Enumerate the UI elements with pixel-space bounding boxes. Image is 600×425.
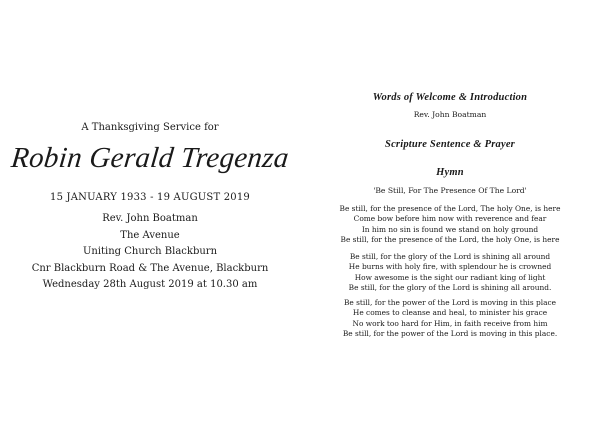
hymn-heading: Hymn — [436, 167, 464, 178]
officiant: Rev. John Boatman — [102, 213, 198, 224]
hymn-line: Be still, for the presence of the Lord, the holy One, is here — [340, 234, 560, 244]
program-panel — [300, 0, 600, 425]
welcome-heading: Words of Welcome & Introduction — [372, 92, 528, 103]
hymn-line: Be still, for the power of the Lord is moving in this place. — [342, 328, 558, 338]
hymn-verse-1 — [300, 204, 600, 245]
deceased-name: Robin Gerald Tregenza — [9, 142, 291, 174]
hymn-title: 'Be Still, For The Presence Of The Lord' — [373, 186, 527, 195]
hymn-line: Be still, for the glory of the Lord is shining all around — [349, 252, 551, 261]
service-details — [0, 211, 300, 294]
service-datetime: Wednesday 28th August 2019 at 10.30 am — [42, 279, 258, 290]
hymn-line: No work too hard for Him, in faith receive from him — [352, 318, 548, 328]
service-subtitle: A Thanksgiving Service for — [81, 122, 219, 133]
scripture-heading: Scripture Sentence & Prayer — [385, 139, 515, 150]
venue-address: Cnr Blackburn Road & The Avenue, Blackburn — [31, 262, 269, 274]
hymn-line: How awesome is the sight our radiant king of light — [354, 272, 546, 282]
hymn-verse-2 — [300, 252, 600, 293]
hymn-line: Come bow before him now with reverence and fear — [353, 214, 547, 224]
hymn-line: In him no sin is found we stand on holy ground — [361, 224, 539, 234]
hymn-verse-3 — [300, 298, 600, 339]
welcome-leader: Rev. John Boatman — [413, 110, 487, 119]
life-dates: 15 JANUARY 1933 - 19 AUGUST 2019 — [50, 192, 250, 203]
venue-name: The Avenue — [120, 229, 180, 241]
hymn-line: Be still, for the presence of the Lord, The holy One, is here — [339, 204, 561, 213]
hymn-line: Be still, for the glory of the Lord is shining all around. — [348, 282, 552, 292]
venue-church: Uniting Church Blackburn — [82, 246, 218, 257]
hymn-line: Be still, for the power of the Lord is moving in this place — [343, 298, 556, 307]
hymn-line: He comes to cleanse and heal, to minister his grace — [352, 308, 548, 318]
hymn-line: He burns with holy fire, with splendour he is crowned — [348, 262, 552, 272]
